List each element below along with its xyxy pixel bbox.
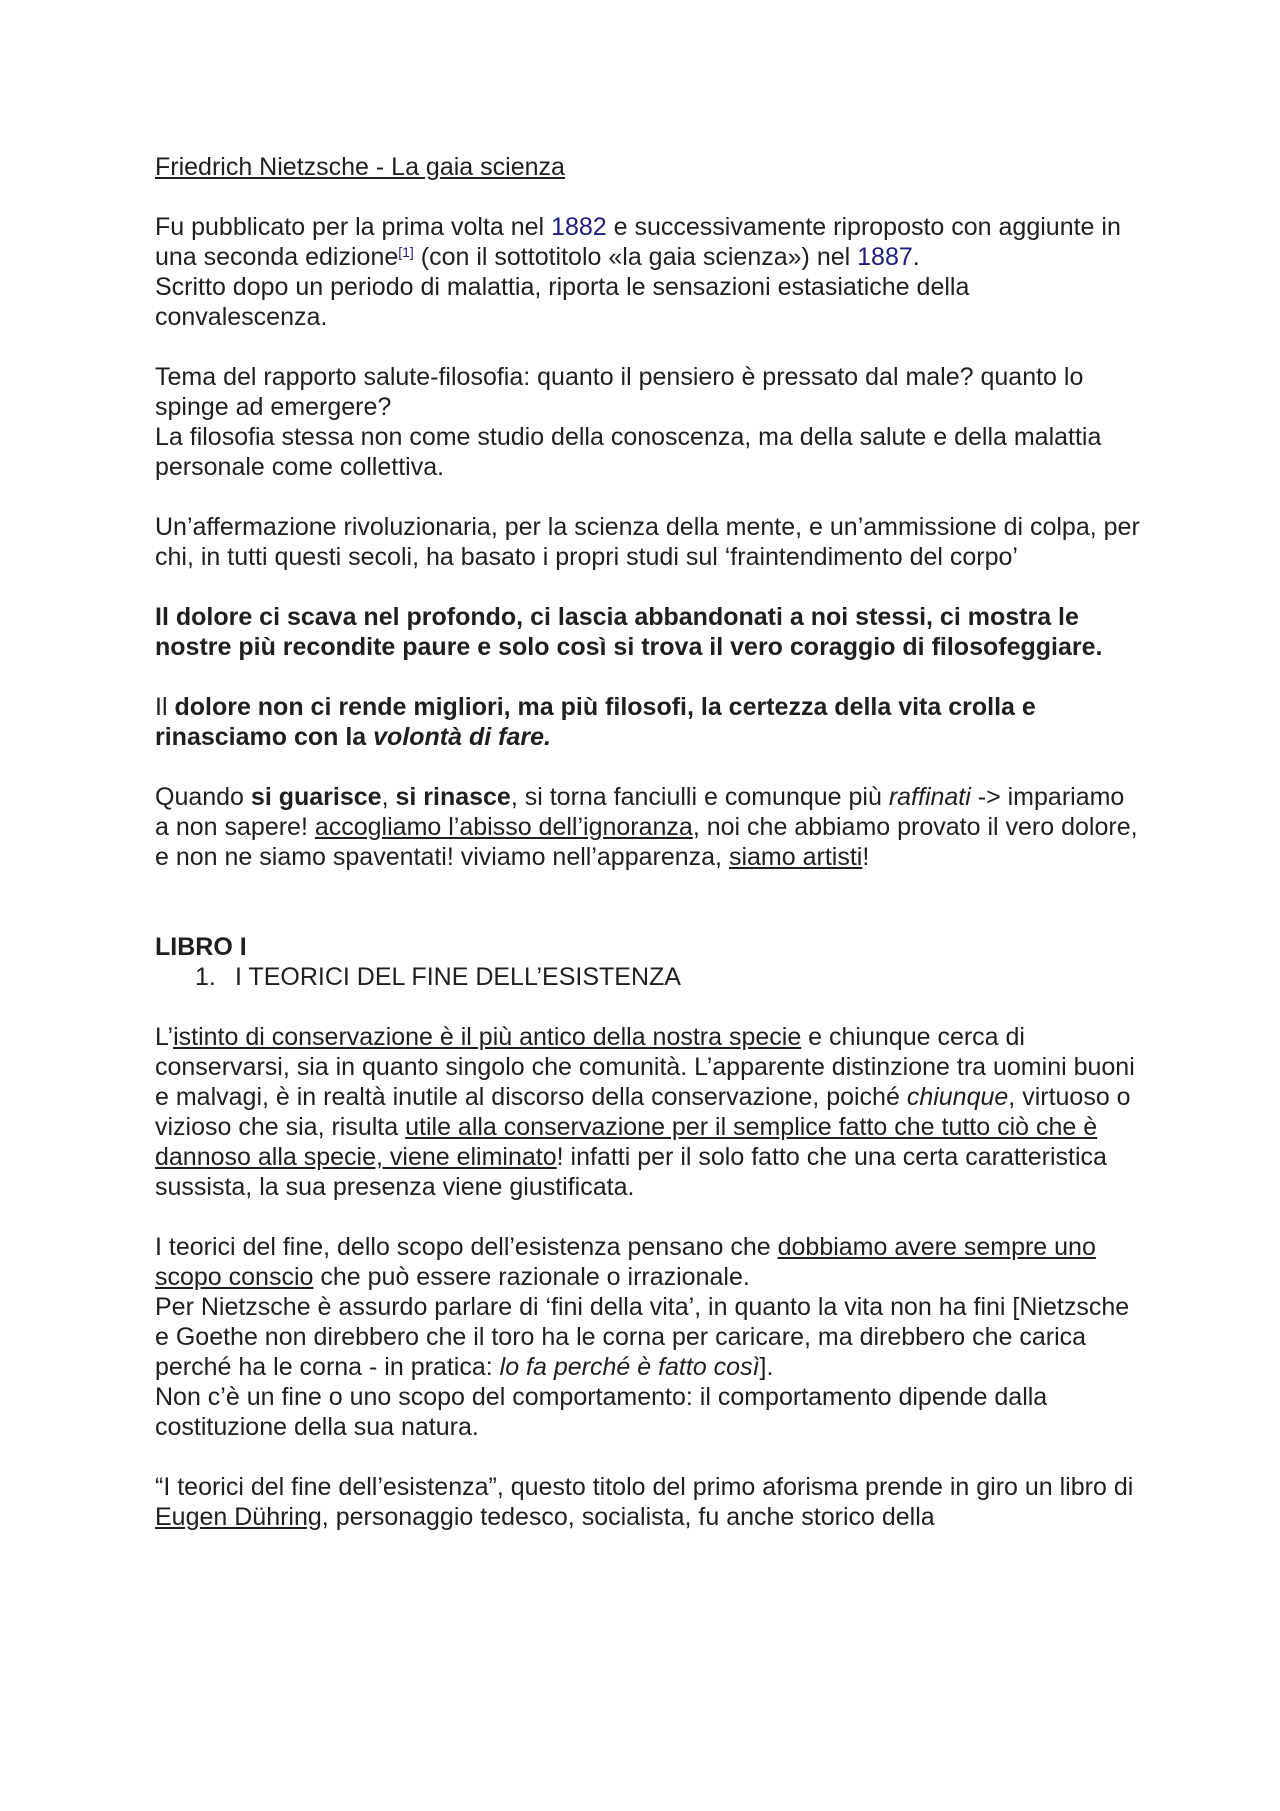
text-span: Tema del rapporto salute-filosofia: quanto il pensiero è pressato dal male? quanto lo spinge ad emergere?	[155, 363, 1084, 421]
document-title: Friedrich Nietzsche - La gaia scienza	[155, 153, 565, 181]
paragraph-publication	[155, 212, 1140, 332]
bold-text: dolore non ci rende migliori, ma più filosofi, la certezza della vita crolla e rinasciamo con la	[155, 693, 1036, 751]
paragraph-theorists-of-purpose	[155, 1232, 1140, 1442]
text-span: ,	[381, 783, 396, 811]
text-span: I teorici del fine, dello scopo dell’esistenza pensano che	[155, 1233, 778, 1261]
text-span: .	[912, 243, 920, 271]
paragraph-health-philosophy	[155, 362, 1140, 482]
text-span: “I teorici del fine dell’esistenza”, questo titolo del primo aforisma prende in giro un libro di	[155, 1473, 1134, 1501]
spacer	[155, 902, 1140, 932]
italic-text: raffinati	[888, 783, 971, 811]
text-span: Quando	[155, 783, 251, 811]
paragraph-revolutionary-statement: Un’affermazione rivoluzionaria, per la scienza della mente, e un’ammissione di colpa, per chi, in tutti questi secoli, ha basato i propri studi sul ‘fraintendimento del corpo’	[155, 513, 1140, 571]
underlined-text: accogliamo l’abisso dell’ignoranza	[314, 813, 693, 841]
underlined-text: dobbiamo avere sempre uno scopo conscio	[155, 1233, 1096, 1291]
eugen-duhring-link[interactable]: Eugen Dühring	[155, 1503, 322, 1531]
paragraph-pain-philosophers	[155, 692, 1140, 752]
text-span: La filosofia stessa non come studio della conoscenza, ma della salute e della malattia personale come collettiva.	[155, 423, 1102, 481]
paragraph-duhring	[155, 1472, 1140, 1532]
text-span: , personaggio tedesco, socialista, fu anche storico della	[321, 1503, 935, 1531]
text-span: Non c’è un fine o uno scopo del comportamento: il comportamento dipende dalla costituzione della sua natura.	[155, 1383, 1048, 1441]
chapter-list	[155, 962, 1140, 992]
underlined-text: siamo artisti	[728, 843, 863, 871]
text-span: , virtuoso o vizioso che sia, risulta	[155, 1083, 1131, 1141]
text-span: e successivamente riproposto con aggiunte in una seconda edizione	[155, 213, 1121, 271]
year-1887-link[interactable]: 1887	[857, 243, 913, 271]
footnote-reference[interactable]: [1]	[398, 244, 414, 260]
paragraph-conservation-instinct	[155, 1022, 1140, 1202]
year-1882-link[interactable]: 1882	[551, 213, 607, 241]
bold-text: Il dolore ci scava nel profondo, ci lascia abbandonati a noi stessi, ci mostra le nostre più recondite paure e solo così si trova il vero coraggio di filosofeggiare.	[155, 603, 1103, 661]
text-span: (con il sottotitolo «la gaia scienza») nel	[413, 243, 858, 271]
book-title: LIBRO I	[155, 933, 247, 961]
list-item-text: I TEORICI DEL FINE DELL’ESISTENZA	[235, 963, 681, 991]
text-span: , noi che abbiamo provato il vero dolore, e non ne siamo spaventati! viviamo nell’apparenza,	[155, 813, 1138, 871]
italic-text: lo fa perché è fatto così	[499, 1353, 760, 1381]
list-item	[155, 962, 1140, 992]
text-span: , si torna fanciulli e comunque più	[510, 783, 889, 811]
bold-text: si guarisce	[250, 783, 382, 811]
paragraph-pain-bold	[155, 602, 1140, 662]
text-span: L’	[155, 1023, 174, 1051]
text-span: e chiunque cerca di conservarsi, sia in quanto singolo che comunità. L’apparente distinzione tra uomini buoni e malvagi, è in realtà inutile al discorso della conservazione, poiché	[155, 1023, 1135, 1111]
text-span: ! infatti per il solo fatto che una certa caratteristica sussista, la sua presenza viene giustificata.	[155, 1143, 1107, 1201]
list-number: 1.	[195, 963, 216, 991]
text-span: !	[862, 843, 870, 871]
text-span: Per Nietzsche è assurdo parlare di ‘fini della vita’, in quanto la vita non ha fini [Nietzsche e Goethe non direbbero che il toro ha le corna per caricare, ma direbbero che carica perché ha le corna - in pratica:	[155, 1293, 1130, 1381]
text-span: che può essere razionale o irrazionale.	[313, 1263, 750, 1291]
paragraph-healing	[155, 782, 1140, 872]
italic-text: chiunque	[906, 1083, 1009, 1111]
text-span: -> impariamo a non sapere!	[155, 783, 1125, 841]
underlined-text: istinto di conservazione è il più antico della nostra specie	[173, 1023, 802, 1051]
underlined-text: utile alla conservazione per il semplice fatto che tutto ciò che è dannoso alla specie, viene eliminato	[155, 1113, 1098, 1171]
text-span: ].	[759, 1353, 774, 1381]
text-span: Il	[155, 693, 175, 721]
bold-italic-text: volontà di fare.	[373, 723, 551, 751]
bold-text: si rinasce	[395, 783, 511, 811]
book-heading	[155, 932, 1140, 962]
text-span: Fu pubblicato per la prima volta nel	[155, 213, 552, 241]
text-span: Scritto dopo un periodo di malattia, riporta le sensazioni estasiatiche della convalescenza.	[155, 273, 970, 331]
